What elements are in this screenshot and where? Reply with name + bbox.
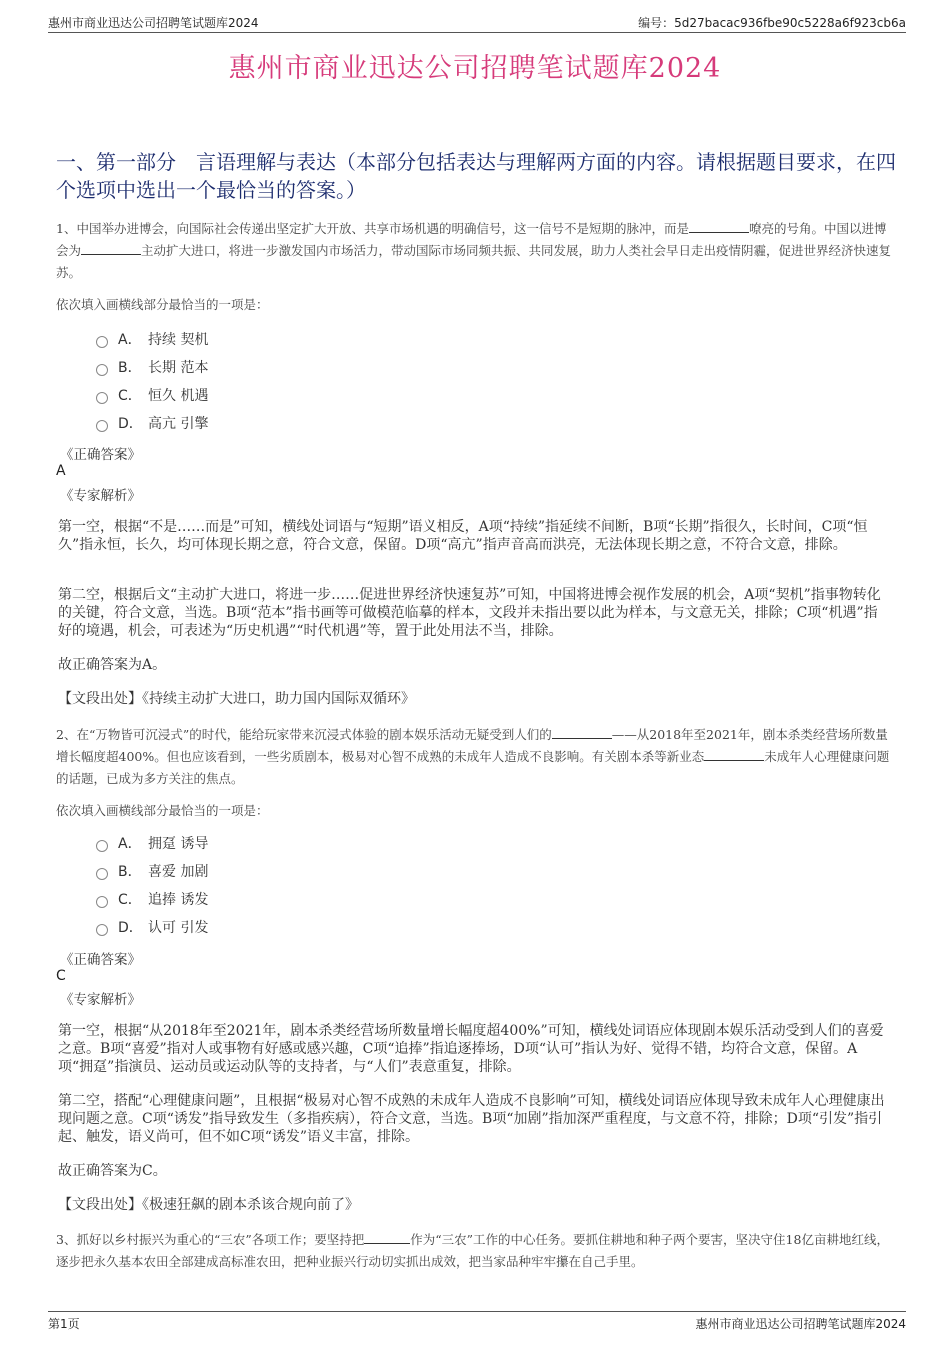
option-d[interactable]: D． 认可 引发 (96, 913, 208, 941)
answer-label: 《正确答案》 (60, 952, 141, 968)
question-1-text (56, 218, 898, 284)
question-3-part-b: 作为“三农”工作的中心任务。要抓住耕地和种子两个要害，坚决守住18亿亩耕地红线，逐步把永久基本农田全部建成高标准农田，把种业振兴行动切实抓出成效，把当家品种牢牢攥在自己手里。 (56, 1232, 889, 1269)
analysis-label: 《专家解析》 (60, 992, 141, 1008)
question-2-part-c: 未成年人心理健康问题的话题，已成为多方关注的焦点。 (56, 749, 890, 786)
option-c[interactable]: C． 追捧 诱发 (96, 885, 208, 913)
header-doc-title: 惠州市商业迅达公司招聘笔试题库2024 (48, 16, 259, 30)
fill-blank (364, 1229, 410, 1244)
question-2-part-a: 2、在“万物皆可沉浸式”的时代，能给玩家带来沉浸式体验的剧本娱乐活动无疑受到人们的 (56, 727, 552, 742)
question-3-part-a: 3、抓好以乡村振兴为重心的“三农”各项工作；要坚持把 (56, 1232, 365, 1247)
source-citation: 【文段出处】《极速狂飙的剧本杀该合规向前了》 (58, 1197, 359, 1213)
analysis-conclusion: 故正确答案为C。 (58, 1163, 167, 1179)
analysis-paragraph: 第一空，根据“不是……而是”可知，横线处词语与“短期”语义相反，A项“持续”指延续不间断，B项“长期”指很久，长时间，C项“恒久”指永恒，长久，均可体现长期之意，符合文意，保留。D项“高亢”指声音高而洪亮，无法体现长期之意，不符合文意，排除。 (58, 519, 868, 553)
question-2-part-b: ——从2018年至2021年，剧本杀类经营场所数量增长幅度超400%。但也应该看到，一些劣质剧本，极易对心智不成熟的未成年人造成不良影响。有关剧本杀等新业态 (56, 727, 888, 764)
question-1-part-b: 嘹亮的号角。中国以进博会为 (56, 221, 887, 258)
answer-label: 《正确答案》 (60, 447, 141, 463)
radio-icon[interactable] (96, 364, 108, 376)
question-2-text (56, 724, 898, 790)
analysis-conclusion: 故正确答案为A。 (58, 657, 167, 673)
radio-icon[interactable] (96, 924, 108, 936)
option-a[interactable]: A． 持续 契机 (96, 325, 208, 353)
answer-value: A (56, 463, 66, 479)
page-header (48, 12, 906, 33)
option-b[interactable]: B． 喜爱 加剧 (96, 857, 208, 885)
option-a[interactable]: A． 拥趸 诱导 (96, 829, 208, 857)
page-number: 第1页 (48, 1317, 80, 1331)
radio-icon[interactable] (96, 868, 108, 880)
page-title: 惠州市商业迅达公司招聘笔试题库2024 (228, 53, 722, 84)
analysis-paragraph: 第二空，搭配“心理健康问题”，且根据“极易对心智不成熟的未成年人造成不良影响”可知，横线处词语应体现导致未成年人心理健康出现问题之意。C项“诱发”指导致发生（多指疾病），符合文意，当选。B项“加剧”指加深严重程度，与文意不符，排除；D项“引发”指引起、触发，语义尚可，但不如C项“诱发”语义丰富，排除。 (58, 1093, 885, 1145)
header-doc-id: 编号：5d27bacac936fbe90c5228a6f923cb6a (638, 16, 906, 30)
radio-icon[interactable] (96, 420, 108, 432)
section-title: 一、第一部分 言语理解与表达（本部分包括表达与理解两方面的内容。请根据题目要求，在四个选项中选出一个最恰当的答案。） (56, 150, 896, 202)
question-2-options (96, 829, 208, 941)
option-b[interactable]: B． 长期 范本 (96, 353, 208, 381)
radio-icon[interactable] (96, 392, 108, 404)
fill-blank (689, 218, 749, 233)
page-footer (48, 1311, 906, 1332)
option-c[interactable]: C． 恒久 机遇 (96, 381, 208, 409)
radio-icon[interactable] (96, 840, 108, 852)
question-1-options (96, 325, 208, 437)
fill-blank (552, 724, 612, 739)
question-2-prompt: 依次填入画横线部分最恰当的一项是： (56, 803, 269, 818)
radio-icon[interactable] (96, 336, 108, 348)
radio-icon[interactable] (96, 896, 108, 908)
fill-blank (704, 746, 764, 761)
footer-doc-title: 惠州市商业迅达公司招聘笔试题库2024 (695, 1317, 906, 1331)
answer-value: C (56, 968, 66, 984)
question-3-text (56, 1229, 898, 1273)
question-1-part-c: 主动扩大进口，将进一步激发国内市场活力，带动国际市场同频共振、共同发展，助力人类社会早日走出疫情阴霾，促进世界经济快速复苏。 (56, 243, 892, 280)
question-1-part-a: 1、中国举办进博会，向国际社会传递出坚定扩大开放、共享市场机遇的明确信号，这一信号不是短期的脉冲，而是 (56, 221, 689, 236)
analysis-paragraph: 第二空，根据后文“主动扩大进口，将进一步……促进世界经济快速复苏”可知，中国将进博会视作发展的机会，A项“契机”指事物转化的关键，符合文意，当选。B项“范本”指书画等可做模范临摹的样本，文段并未指出要以此为样本，与文意无关，排除；C项“机遇”指好的境遇，机会，可表述为“历史机遇”“时代机遇”等，置于此处用法不当，排除。 (58, 587, 881, 639)
analysis-label: 《专家解析》 (60, 488, 141, 504)
option-d[interactable]: D． 高亢 引擎 (96, 409, 208, 437)
fill-blank (81, 240, 141, 255)
question-1-prompt: 依次填入画横线部分最恰当的一项是： (56, 297, 269, 312)
analysis-paragraph: 第一空，根据“从2018年至2021年，剧本杀类经营场所数量增长幅度超400%”可知，横线处词语应体现剧本娱乐活动受到人们的喜爱之意。B项“喜爱”指对人或事物有好感或感兴趣，C项“追捧”指追逐捧场，D项“认可”指认为好、觉得不错，均符合文意，保留。A项“拥趸”指演员、运动员或运动队等的支持者，与“人们”表意重复，排除。 (58, 1023, 884, 1075)
source-citation: 【文段出处】《持续主动扩大进口，助力国内国际双循环》 (58, 691, 415, 707)
